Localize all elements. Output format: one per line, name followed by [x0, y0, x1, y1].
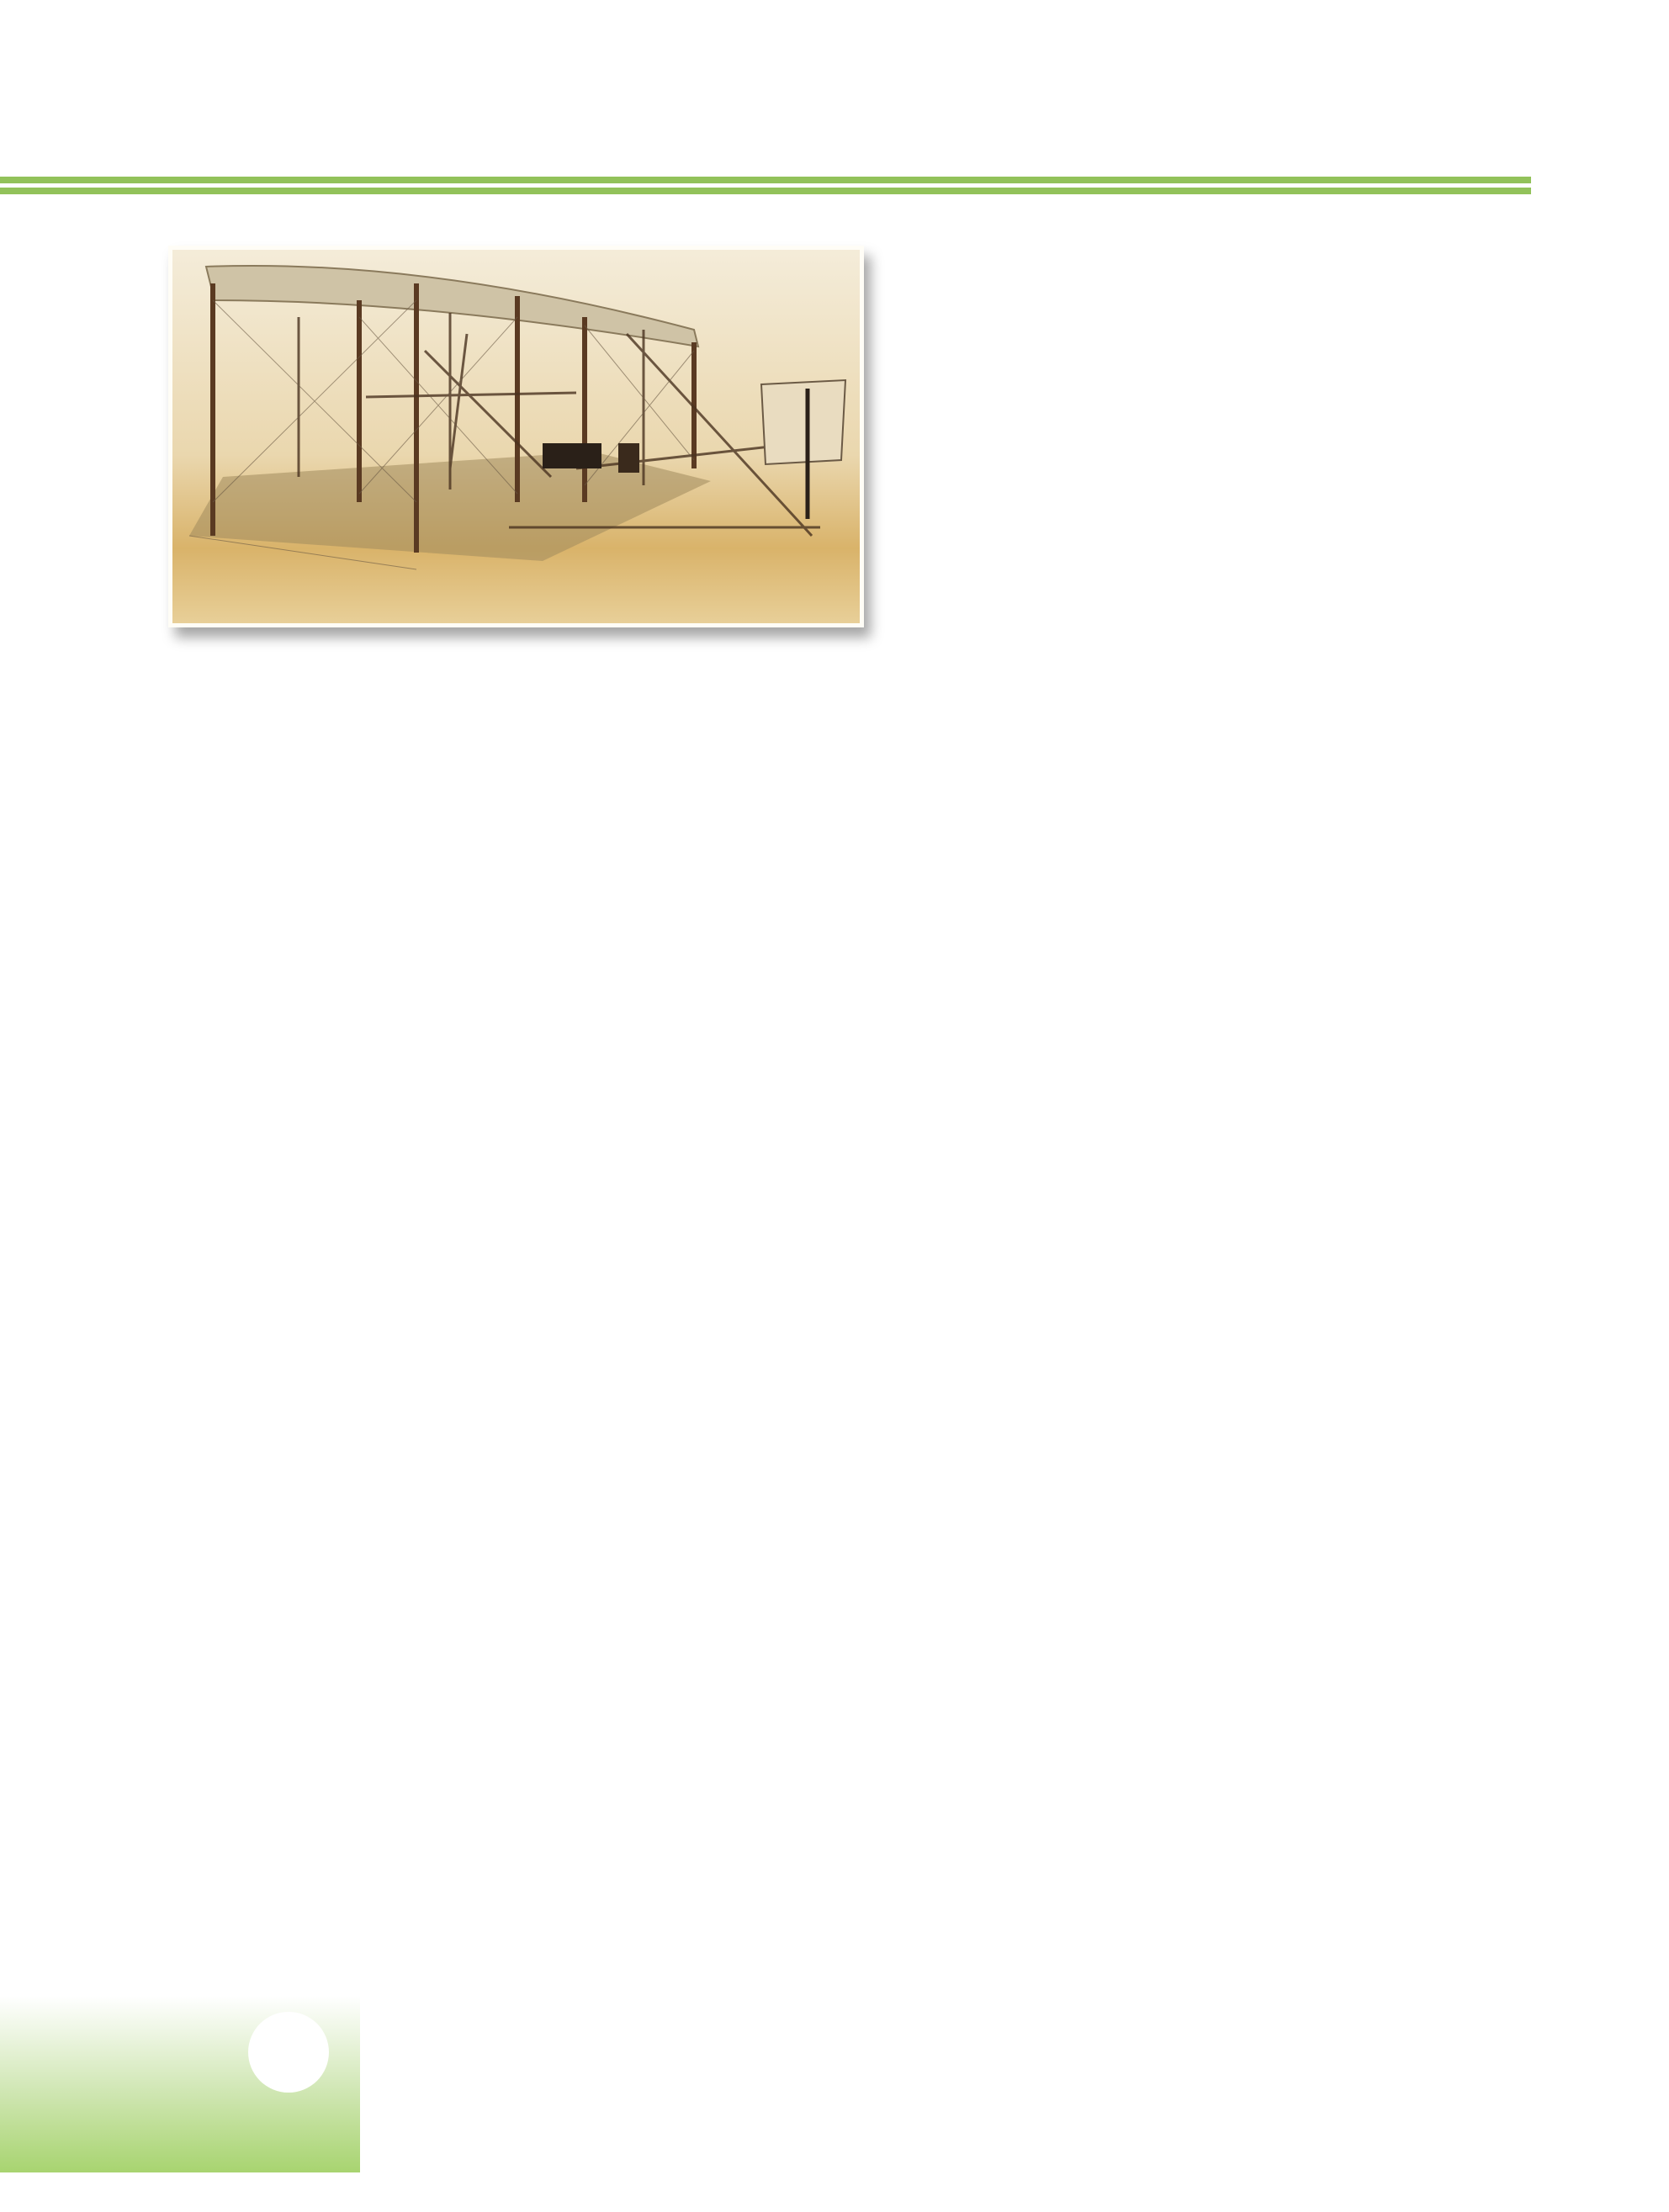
page-number	[248, 2012, 329, 2093]
figure-wright-airplane	[168, 246, 864, 627]
header-rule-bottom	[0, 188, 1531, 194]
airplane-illustration	[172, 250, 860, 623]
header-rule-top	[0, 177, 1531, 183]
